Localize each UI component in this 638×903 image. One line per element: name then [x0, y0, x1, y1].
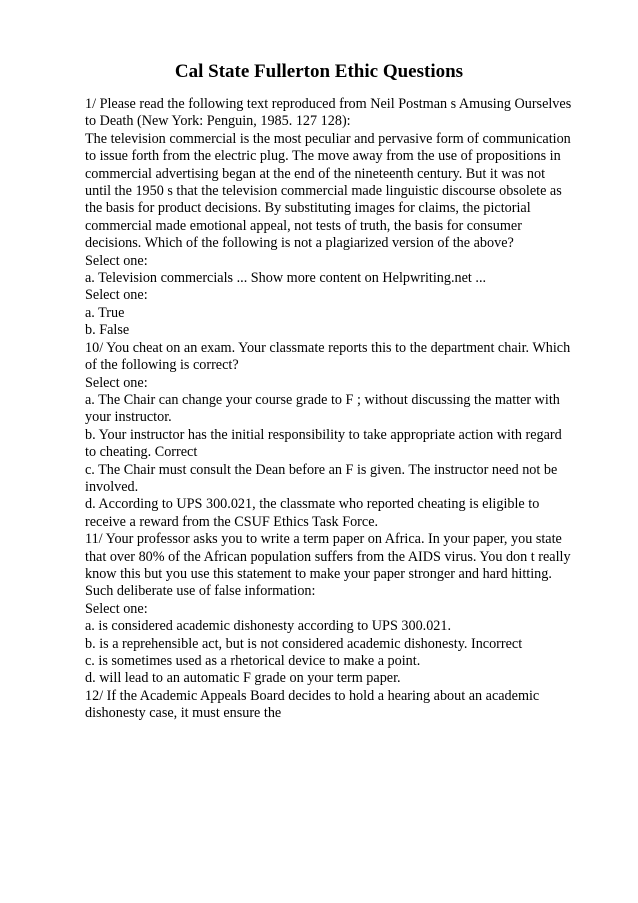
document-body	[85, 96, 610, 723]
text-line: the basis for product decisions. By substituting images for claims, the pictorial	[85, 200, 531, 217]
text-line: that over 80% of the African population suffers from the AIDS virus. You don t really	[85, 548, 571, 565]
text-line: receive a reward from the CSUF Ethics Task Force.	[85, 513, 379, 530]
text-line: 10/ You cheat on an exam. Your classmate reports this to the department chair. Which	[85, 339, 571, 356]
text-line: Select one:	[85, 374, 148, 391]
text-line: 11/ Your professor asks you to write a term paper on Africa. In your paper, you state	[85, 531, 562, 548]
text-line: a. True	[85, 304, 125, 321]
text-line: to issue forth from the electric plug. The move away from the use of propositions in	[85, 148, 561, 165]
text-line: involved.	[85, 478, 139, 495]
text-line: know this but you use this statement to make your paper stronger and hard hitting.	[85, 565, 552, 582]
text-line: b. False	[85, 322, 130, 339]
text-line: decisions. Which of the following is not a plagiarized version of the above?	[85, 235, 514, 252]
text-line: The television commercial is the most peculiar and pervasive form of communication	[85, 130, 571, 147]
text-line: c. is sometimes used as a rhetorical device to make a point.	[85, 653, 421, 669]
text-line: to cheating. Correct	[85, 444, 198, 461]
text-line: dishonesty case, it must ensure the	[85, 705, 282, 722]
text-line: a. is considered academic dishonesty according to UPS 300.021.	[85, 618, 452, 635]
document-title: Cal State Fullerton Ethic Questions	[174, 61, 464, 82]
text-line: commercial made emotional appeal, not tests of truth, the basis for consumer	[85, 217, 522, 234]
text-line: until the 1950 s that the television commercial made linguistic discourse obsolete as	[85, 183, 562, 200]
text-line: to Death (New York: Penguin, 1985. 127 128):	[85, 113, 351, 130]
text-line: Select one:	[85, 287, 148, 304]
text-line: of the following is correct?	[85, 357, 239, 374]
text-line: 12/ If the Academic Appeals Board decides to hold a hearing about an academic	[85, 687, 540, 704]
text-line: a. The Chair can change your course grade to F ; without discussing the matter with	[85, 391, 560, 408]
text-line: b. is a reprehensible act, but is not considered academic dishonesty. Incorrect	[85, 635, 523, 652]
text-line: d. According to UPS 300.021, the classmate who reported cheating is eligible to	[85, 496, 540, 513]
text-line: Select one:	[85, 252, 148, 269]
text-line: Select one:	[85, 600, 148, 617]
text-line: a. Television commercials ... Show more content on Helpwriting.net ...	[85, 270, 487, 287]
text-line: Such deliberate use of false information:	[85, 583, 316, 600]
text-line: 1/ Please read the following text reproduced from Neil Postman s Amusing Ourselves	[85, 96, 572, 112]
text-line: b. Your instructor has the initial responsibility to take appropriate action with regard	[85, 426, 562, 443]
text-line: commercial advertising began at the end of the nineteenth century. But it was not	[85, 165, 546, 182]
text-line: d. will lead to an automatic F grade on your term paper.	[85, 670, 401, 687]
text-line: c. The Chair must consult the Dean before an F is given. The instructor need not be	[85, 461, 558, 478]
text-line: your instructor.	[85, 409, 172, 426]
